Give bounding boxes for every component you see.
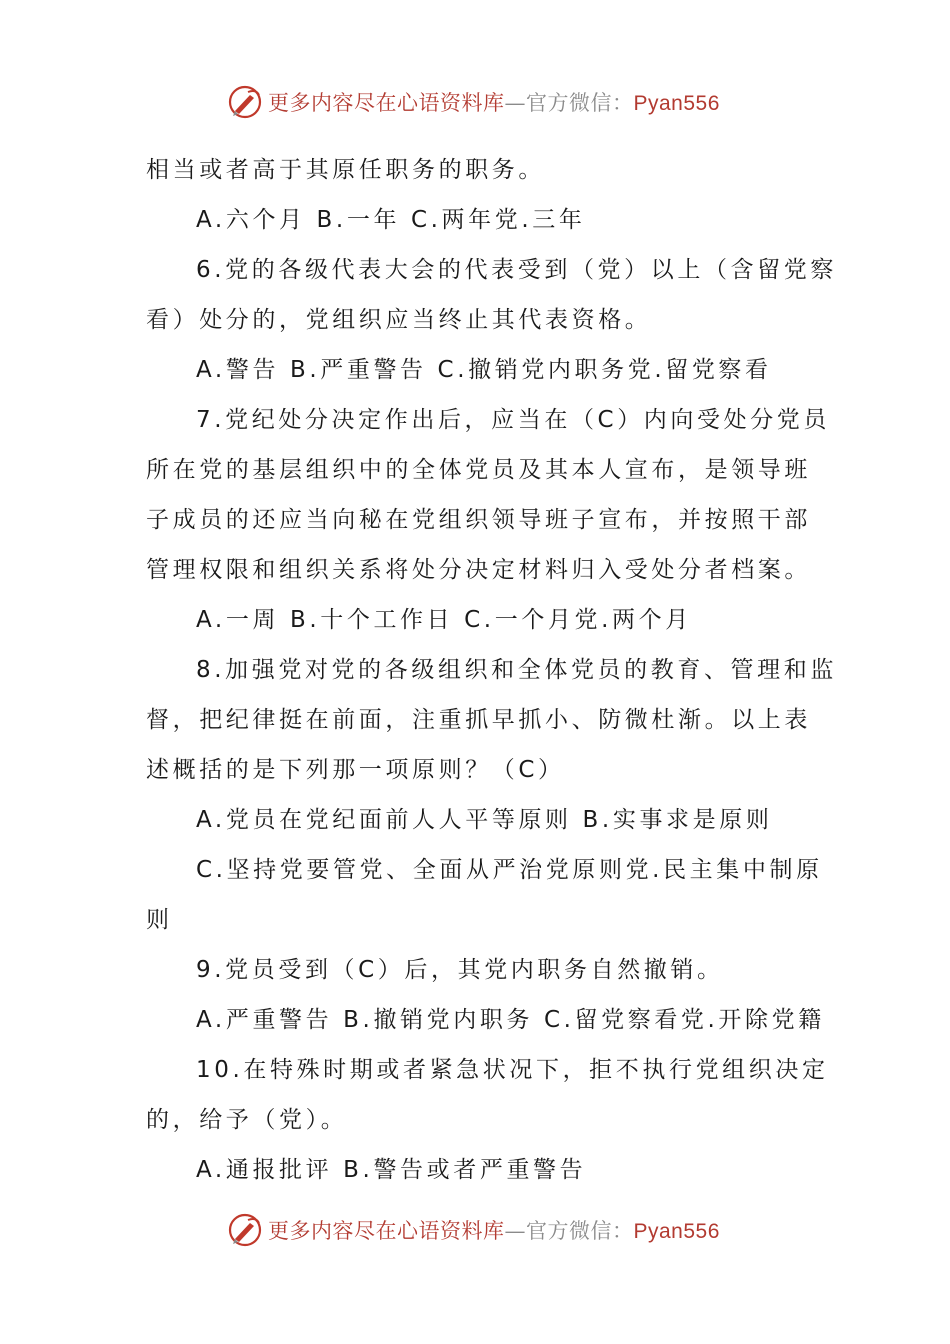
- document-body: [146, 145, 837, 1195]
- options-line: C.坚持党要管党、全面从严治党原则党.民主集中制原: [196, 857, 823, 883]
- banner-main-text: 更多内容尽在心语资料库: [268, 1219, 505, 1243]
- question-line: 6.党的各级代表大会的代表受到（党）以上（含留党察: [196, 257, 837, 283]
- text-line: 的，给予（党）。: [146, 1107, 348, 1133]
- options-line: A.一周 B.十个工作日 C.一个月党.两个月: [196, 607, 692, 633]
- text-line: 管理权限和组织关系将处分决定材料归入受处分者档案。: [146, 557, 811, 583]
- options-line: A.党员在党纪面前人人平等原则 B.实事求是原则: [196, 807, 773, 833]
- text-line: 子成员的还应当向秘在党组织领导班子宣布，并按照干部: [146, 507, 811, 533]
- banner-dash: —: [504, 91, 526, 115]
- options-line: A.严重警告 B.撤销党内职务 C.留党察看党.开除党籍: [196, 1007, 825, 1033]
- question-line: 9.党员受到（C）后，其党内职务自然撤销。: [196, 957, 724, 983]
- text-line: 看）处分的，党组织应当终止其代表资格。: [146, 307, 652, 333]
- text-line: 相当或者高于其原任职务的职务。: [146, 157, 545, 183]
- banner-main-text: 更多内容尽在心语资料库: [268, 91, 505, 115]
- text-line: 述概括的是下列那一项原则？（C）: [146, 757, 565, 783]
- question-line: 10.在特殊时期或者紧急状况下，拒不执行党组织决定: [196, 1057, 829, 1083]
- pen-in-circle-logo-icon: [226, 1211, 264, 1249]
- footer-banner: [226, 1210, 720, 1250]
- question-line: 7.党纪处分决定作出后，应当在（C）内向受处分党员: [196, 407, 831, 433]
- options-line: A.通报批评 B.警告或者严重警告: [196, 1157, 587, 1183]
- question-line: 8.加强党对党的各级组织和全体党员的教育、管理和监: [196, 657, 837, 683]
- text-line: 则: [146, 907, 173, 933]
- banner-wechat-id: Pyan556: [633, 92, 720, 115]
- pen-in-circle-logo-icon: [226, 83, 264, 121]
- header-banner: [226, 82, 720, 122]
- banner-official-label: 官方微信：: [526, 91, 634, 115]
- options-line: A.警告 B.严重警告 C.撤销党内职务党.留党察看: [196, 357, 772, 383]
- banner-official-label: 官方微信：: [526, 1219, 634, 1243]
- options-line: A.六个月 B.一年 C.两年党.三年: [196, 207, 586, 233]
- text-line: 所在党的基层组织中的全体党员及其本人宣布，是领导班: [146, 457, 811, 483]
- banner-text: [268, 1215, 720, 1245]
- banner-wechat-id: Pyan556: [633, 1220, 720, 1243]
- banner-text: [268, 87, 720, 117]
- banner-dash: —: [504, 1219, 526, 1243]
- text-line: 督，把纪律挺在前面，注重抓早抓小、防微杜渐。以上表: [146, 707, 811, 733]
